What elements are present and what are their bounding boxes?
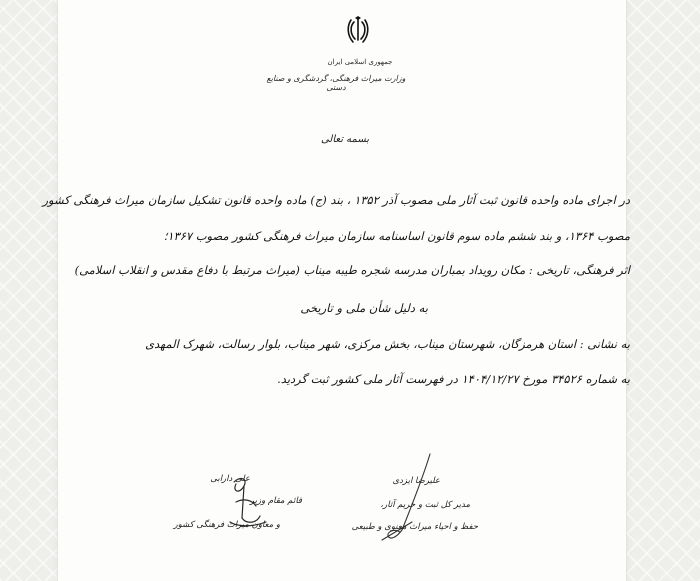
body-line-6: به شماره ۳۴۵۲۶ مورخ ۱۴۰۴/۱۲/۲۷ در فهرست آثار ملی کشور ثبت گردید. [277,372,630,386]
body-line-5: به نشانی : استان هرمزگان، شهرستان میناب، بخش مرکزی، شهر میناب، بلوار رسالت، شهرک المهدی [145,337,630,351]
ministry-name: وزارت میراث فرهنگی، گردشگری و صنایع دستی [266,74,406,92]
right-signatory-title-2: حفظ و احیاء میراث معنوی و طبیعی [351,522,478,532]
left-signatory-title-1: قائم مقام وزیر [249,496,302,506]
basmala: بسمه تعالی [320,134,370,145]
right-signatory-title-1: مدیر کل ثبت و حریم آثار، [380,500,470,510]
country-name: جمهوری اسلامی ایران [327,58,393,66]
body-line-1: در اجرای ماده واحده قانون ثبت آثار ملی مصوب آذر ۱۳۵۲ ، بند (ج) ماده واحده قانون تشکیل سازمان میراث فرهنگی کشور [42,193,630,207]
body-line-3: اثر فرهنگی، تاریخی : مکان رویداد بمباران مدرسه شجره طیبه میناب (میراث مرتبط با دفاع مقدس و انقلاب اسلامی) [74,263,630,277]
left-signatory-name: علی دارابی [210,474,250,484]
iran-emblem-icon [346,16,370,46]
right-signatory-name: علیرضا ایزدی [392,476,440,486]
body-line-2: مصوب ۱۳۶۴، و بند ششم ماده سوم قانون اساسنامه سازمان میراث فرهنگی کشور مصوب ۱۳۶۷؛ [163,229,630,243]
body-line-4: به دلیل شأن ملی و تاریخی [300,301,428,315]
left-signatory-title-2: و معاون میراث فرهنگی کشور [173,520,280,530]
